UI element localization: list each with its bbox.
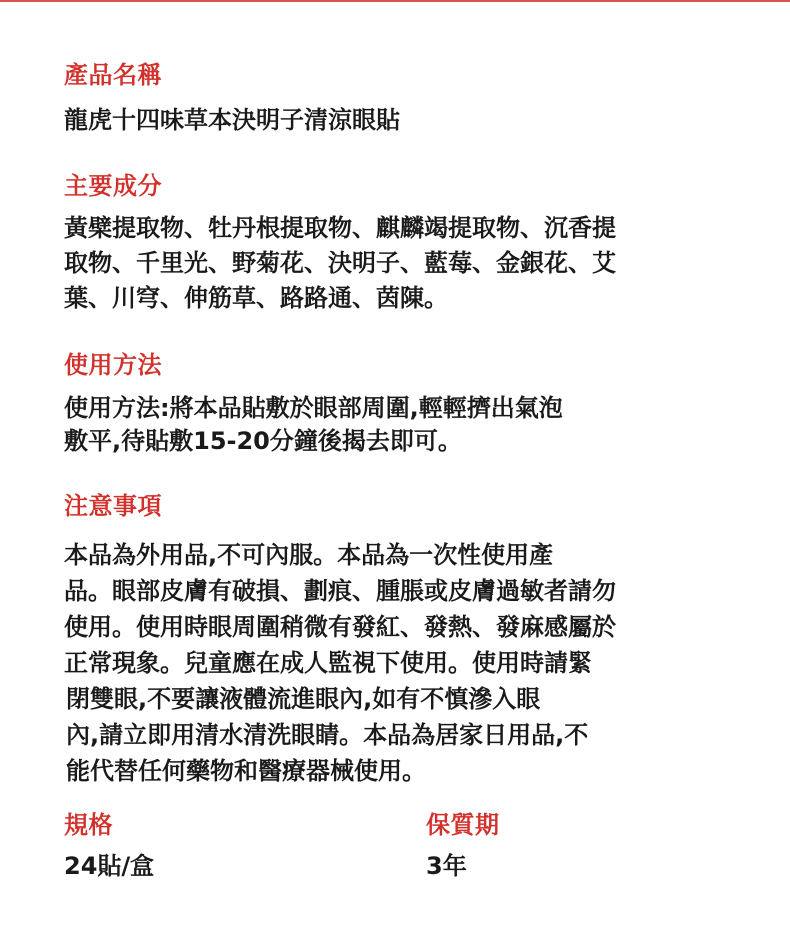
- usage-heading: 使用方法: [64, 351, 162, 379]
- specification-value: 24貼/盒: [64, 852, 155, 880]
- ingredients-heading: 主要成分: [64, 172, 162, 200]
- precautions-body: [64, 537, 734, 789]
- precautions-line: 能代替任何藥物和醫療器械使用。: [66, 757, 426, 785]
- specification-heading: 規格: [64, 811, 113, 839]
- shelf-life-heading: 保質期: [426, 811, 500, 839]
- precautions-line: 閉雙眼,不要讓液體流進眼內,如有不慎滲入眼: [66, 685, 541, 713]
- specification-block: [64, 810, 154, 883]
- spec-row: [64, 810, 734, 890]
- usage-section: [64, 350, 734, 458]
- usage-line: 敷平,待貼敷15-20分鐘後揭去即可。: [64, 427, 462, 455]
- precautions-line: 品。眼部皮膚有破損、劃痕、腫脹或皮膚過敏者請勿: [64, 577, 616, 605]
- ingredients-line: 黃檗提取物、牡丹根提取物、麒麟竭提取物、沉香提: [64, 214, 616, 242]
- product-name-heading: 產品名稱: [64, 61, 162, 89]
- ingredients-body: [64, 211, 734, 316]
- precautions-section: [64, 491, 734, 789]
- precautions-line: 本品為外用品,不可內服。本品為一次性使用產: [64, 541, 554, 569]
- ingredients-section: [64, 171, 734, 316]
- precautions-line: 使用。使用時眼周圍稍微有發紅、發熱、發麻感屬於: [64, 613, 616, 641]
- precautions-heading: 注意事項: [64, 492, 162, 520]
- shelf-life-value: 3年: [426, 852, 467, 880]
- usage-line: 使用方法:將本品貼敷於眼部周圍,輕輕擠出氣泡: [64, 394, 563, 422]
- precautions-line: 內,請立即用清水清洗眼睛。本品為居家日用品,不: [66, 721, 589, 749]
- product-name-line: 龍虎十四味草本決明子清涼眼貼: [64, 106, 400, 134]
- precautions-line: 正常現象。兒童應在成人監視下使用。使用時請緊: [64, 649, 592, 677]
- ingredients-line: 取物、千里光、野菊花、決明子、藍莓、金銀花、艾: [64, 249, 616, 277]
- usage-body: [64, 392, 734, 458]
- top-divider: [0, 0, 790, 2]
- ingredients-line: 葉、川穹、伸筋草、路路通、茵陳。: [64, 284, 448, 312]
- product-name-body: [64, 104, 734, 137]
- shelf-life-block: [426, 810, 500, 883]
- product-name-section: [64, 60, 734, 137]
